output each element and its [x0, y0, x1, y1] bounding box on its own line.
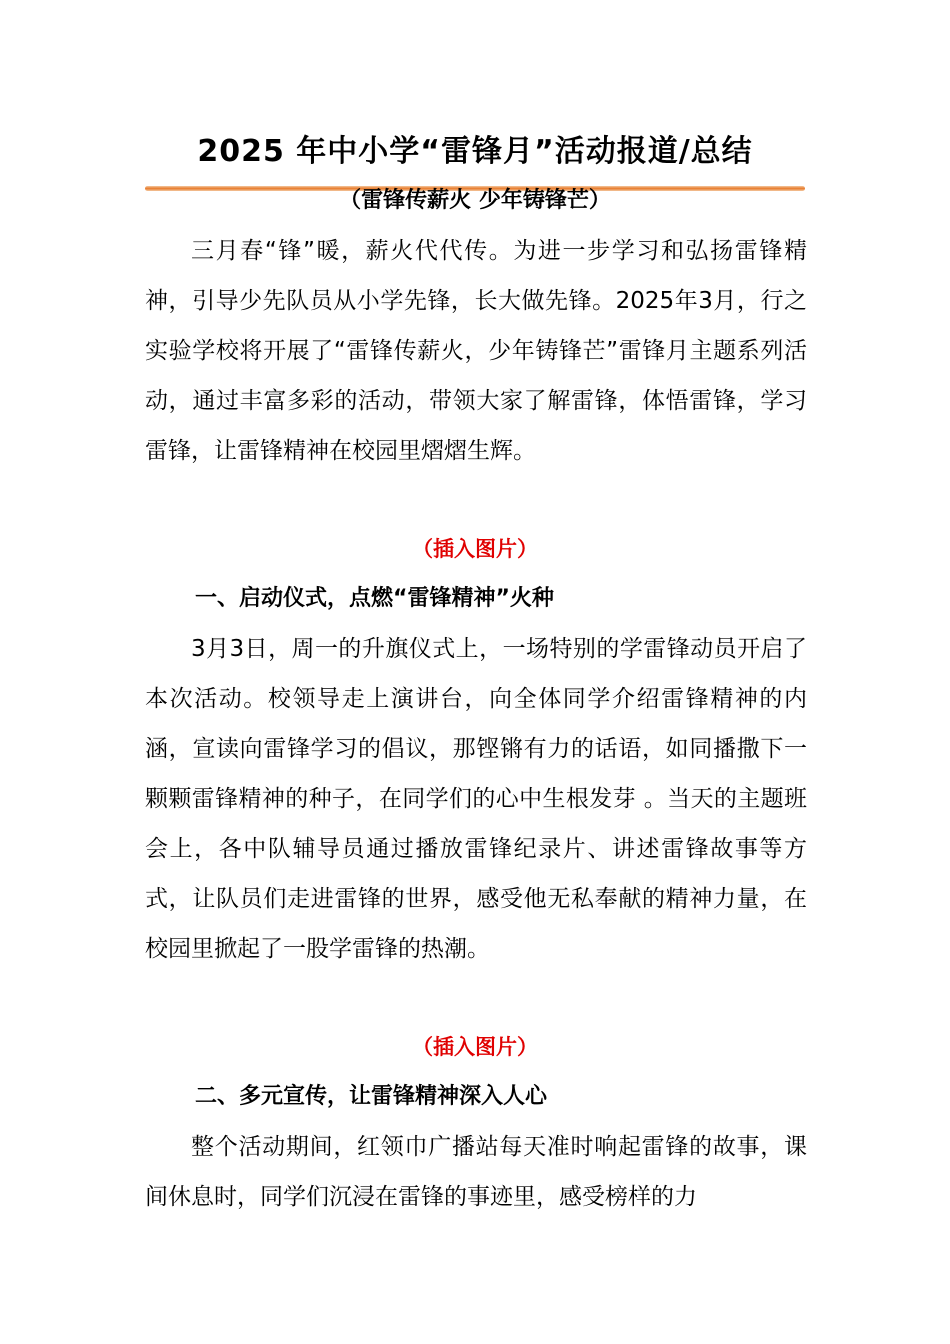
document-subtitle: （雷锋传薪火 少年铸锋芒）: [339, 188, 611, 213]
intro-paragraph: 三月春“锋”暖，薪火代代传。为进一步学习和弘扬雷锋精神，引导少先队员从小学先锋，长大做先锋。2025年3月，行之实验学校将开展了“雷锋传薪火，少年铸锋芒”雷锋月主题系列活动，通过丰富多彩的活动，带领大家了解雷锋，体悟雷锋，学习雷锋，让雷锋精神在校园里熠熠生辉。: [145, 238, 807, 464]
section-1-paragraph: 3月3日，周一的升旗仪式上，一场特别的学雷锋动员开启了本次活动。校领导走上演讲台，向全体同学介绍雷锋精神的内涵，宣读向雷锋学习的倡议，那铿锵有力的话语，如同播撒下一颗颗雷锋精神的种子，在同学们的心中生根发芽 。当天的主题班会上，各中队辅导员通过播放雷锋纪录片、讲述雷锋故事等方式，让队员们走进雷锋的世界，感受他无私奉献的精神力量，在校园里掀起了一股学雷锋的热潮。: [145, 636, 807, 962]
insert-image-placeholder-1: （插入图片）: [412, 537, 538, 561]
document-title: 2025 年中小学“雷锋月”活动报道/总结: [197, 134, 753, 169]
section-2-paragraph: 整个活动期间，红领巾广播站每天准时响起雷锋的故事，课间休息时，同学们沉浸在雷锋的事迹里，感受榜样的力: [145, 1134, 807, 1210]
insert-image-placeholder-2: （插入图片）: [412, 1035, 538, 1059]
section-1-heading: 一、启动仪式，点燃“雷锋精神”火种: [195, 586, 554, 611]
section-2-heading: 二、多元宣传，让雷锋精神深入人心: [195, 1084, 548, 1109]
